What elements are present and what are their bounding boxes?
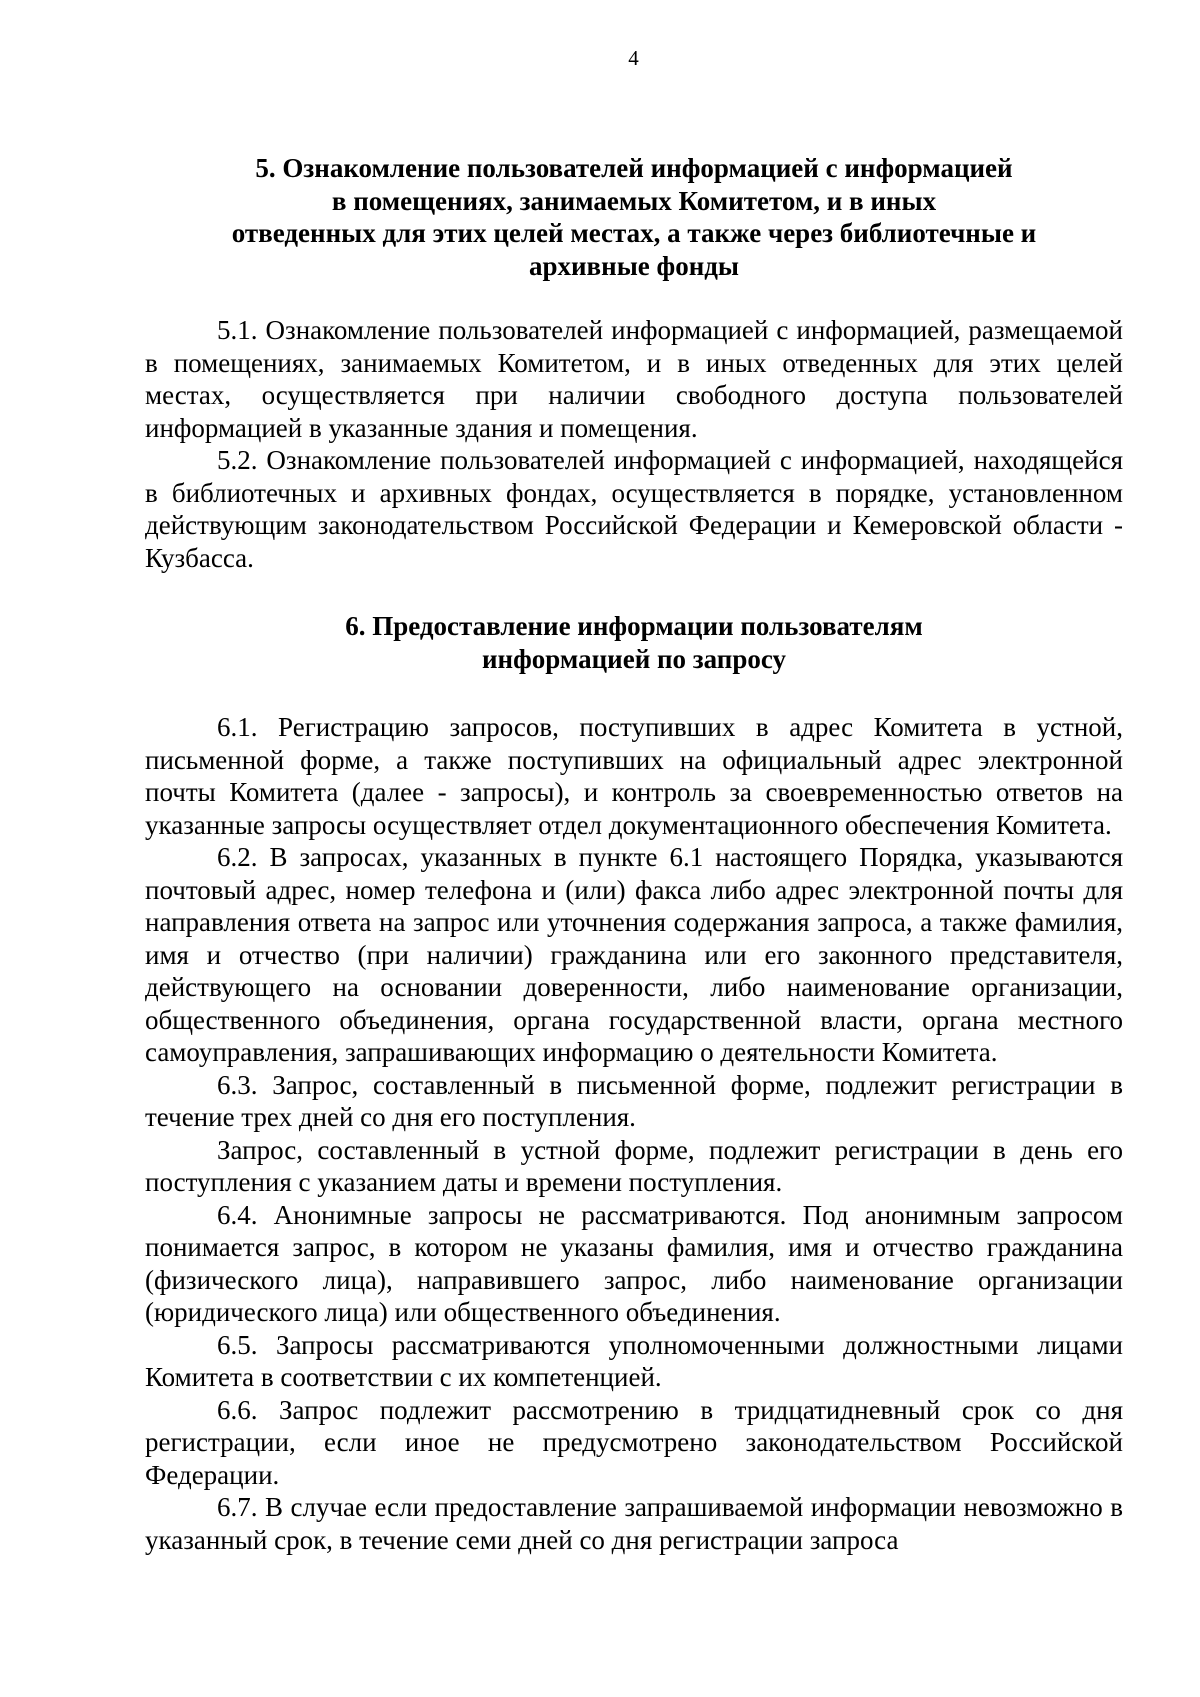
- paragraph-6-3: 6.3. Запрос, составленный в письменной форме, подлежит регистрации в течение трех дней со дня его поступления.: [145, 1069, 1123, 1132]
- paragraph-6-1: 6.1. Регистрацию запросов, поступивших в адрес Комитета в устной, письменной форме, а также поступивших на официальный адрес электронной почты Комитета (далее - запросы), и контроль за своевременностью ответов на указанные запросы осуществляет отдел документационного обеспечения Комитета.: [145, 712, 1123, 840]
- page-number: 4: [628, 46, 639, 70]
- section-5-heading-line: 5. Ознакомление пользователей информацией с информацией: [255, 153, 1013, 183]
- paragraph-6-7: 6.7. В случае если предоставление запрашиваемой информации невозможно в указанный срок, в течение семи дней со дня регистрации запроса: [145, 1492, 1123, 1555]
- section-5-heading: [145, 152, 1123, 282]
- section-6-heading-line: 6. Предоставление информации пользователям: [345, 611, 923, 641]
- section-6-heading: [145, 610, 1123, 675]
- paragraph-5-2: 5.2. Ознакомление пользователей информацией с информацией, находящейся в библиотечных и архивных фондах, осуществляется в порядке, установленном действующим законодательством Российской Федерации и Кемеровской области - Кузбасса.: [145, 445, 1123, 573]
- section-6-heading-line: информацией по запросу: [481, 643, 786, 674]
- section-5-heading-line: в помещениях, занимаемых Комитетом, и в иных: [331, 185, 937, 216]
- section-5-heading-line: архивные фонды: [528, 250, 739, 281]
- paragraph-6-4: 6.4. Анонимные запросы не рассматриваются. Под анонимным запросом понимается запрос, в котором не указаны фамилия, имя и отчество гражданина (физического лица), направившего запрос, либо наименование организации (юридического лица) или общественного объединения.: [145, 1199, 1123, 1327]
- paragraph-6-6: 6.6. Запрос подлежит рассмотрению в тридцатидневный срок со дня регистрации, если иное не предусмотрено законодательством Российской Федерации.: [145, 1394, 1123, 1490]
- section-5-heading-line: отведенных для этих целей местах, а также через библиотечные и: [231, 218, 1037, 248]
- paragraph-6-5: 6.5. Запросы рассматриваются уполномоченными должностными лицами Комитета в соответствии с их компетенцией.: [145, 1329, 1123, 1392]
- document-body: [145, 152, 1123, 1556]
- paragraph-6-3-oral: Запрос, составленный в устной форме, подлежит регистрации в день его поступления с указанием даты и времени поступления.: [145, 1134, 1123, 1197]
- paragraph-5-1: 5.1. Ознакомление пользователей информацией с информацией, размещаемой в помещениях, занимаемых Комитетом, и в иных отведенных для этих целей местах, осуществляется при наличии свободного доступа пользователей информацией в указанные здания и помещения.: [145, 315, 1123, 443]
- paragraph-6-2: 6.2. В запросах, указанных в пункте 6.1 настоящего Порядка, указываются почтовый адрес, номер телефона и (или) факса либо адрес электронной почты для направления ответа на запрос или уточнения содержания запроса, а также фамилия, имя и отчество (при наличии) гражданина или его законного представителя, действующего на основании доверенности, либо наименование организации, общественного объединения, органа государственной власти, органа местного самоуправления, запрашивающих информацию о деятельности Комитета.: [145, 842, 1123, 1067]
